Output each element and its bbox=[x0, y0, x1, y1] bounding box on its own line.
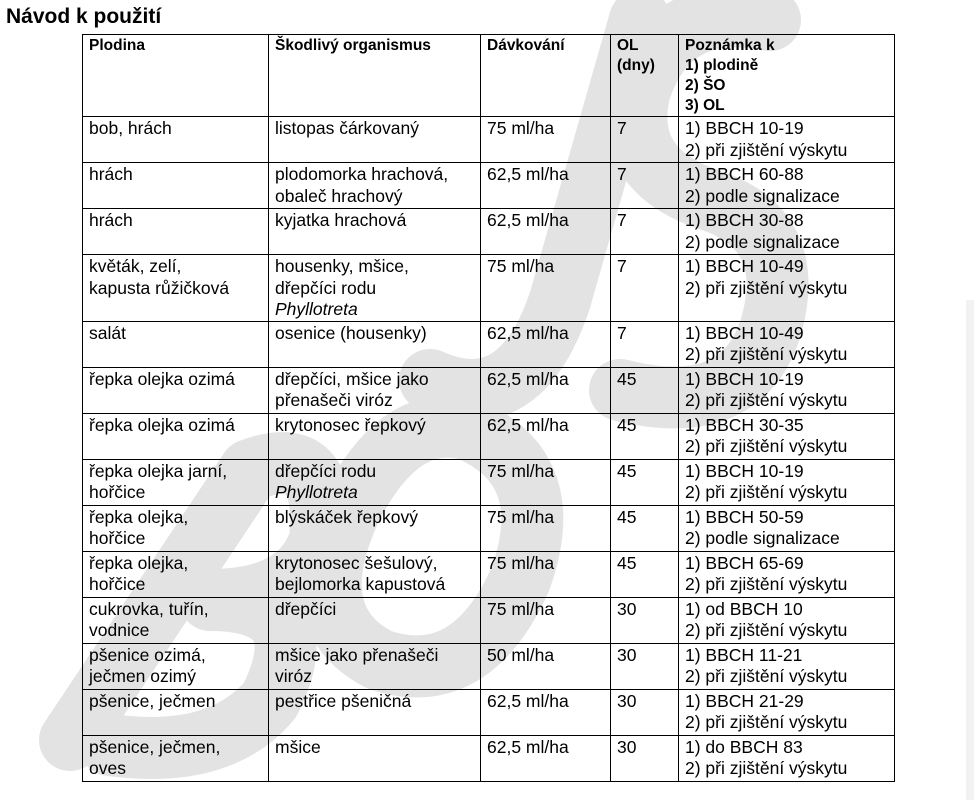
dose-text: 62,5 ml/ha bbox=[487, 164, 569, 184]
dose-text: 75 ml/ha bbox=[487, 256, 555, 276]
cell-crop bbox=[83, 459, 269, 505]
table-row-2 bbox=[83, 163, 895, 209]
cell-note bbox=[679, 505, 895, 551]
cell-crop bbox=[83, 689, 269, 735]
cell-crop bbox=[83, 117, 269, 163]
note-text: 1) BBCH 21-29 2) při zjištění výskytu bbox=[685, 690, 848, 732]
note-text: 1) BBCH 11-21 2) při zjištění výskytu bbox=[685, 644, 848, 686]
cell-pest bbox=[269, 551, 481, 597]
ol-text: 45 bbox=[617, 368, 637, 389]
table-row-5 bbox=[83, 321, 895, 367]
ol-text: 45 bbox=[617, 460, 637, 481]
crop-text: pšenice, ječmen, oves bbox=[89, 736, 221, 778]
cell-note bbox=[679, 413, 895, 459]
cell-dose bbox=[481, 505, 611, 551]
cell-pest bbox=[269, 209, 481, 255]
cell-ol bbox=[611, 367, 679, 413]
cell-pest bbox=[269, 413, 481, 459]
pest-text: dřepčíci, mšice jako přenašeči viróz bbox=[275, 368, 429, 410]
cell-dose bbox=[481, 321, 611, 367]
note-text: 1) BBCH 10-19 2) při zjištění výskytu bbox=[685, 368, 848, 410]
pest-genus-text: Phyllotreta bbox=[275, 482, 358, 502]
cell-dose bbox=[481, 255, 611, 322]
pest-text: kyjatka hrachová bbox=[275, 210, 407, 230]
crop-text: květák, zelí, kapusta růžičková bbox=[89, 256, 230, 298]
cell-note bbox=[679, 321, 895, 367]
note-text: 1) BBCH 50-59 2) podle signalizace bbox=[685, 506, 840, 548]
pest-text: blýskáček řepkový bbox=[275, 506, 418, 527]
cell-note bbox=[679, 597, 895, 643]
cell-pest bbox=[269, 117, 481, 163]
crop-text: řepka olejka ozimá bbox=[89, 368, 235, 389]
table-row-4 bbox=[83, 255, 895, 322]
ol-text: 45 bbox=[617, 506, 637, 527]
header-crop: Plodina bbox=[83, 35, 269, 117]
ol-text: 30 bbox=[617, 598, 637, 619]
cell-ol bbox=[611, 459, 679, 505]
cell-note bbox=[679, 689, 895, 735]
note-text: 1) od BBCH 10 2) při zjištění výskytu bbox=[685, 598, 848, 640]
pest-text: krytonosec řepkový bbox=[275, 414, 426, 435]
cell-dose bbox=[481, 597, 611, 643]
crop-text: pšenice ozimá, ječmen ozimý bbox=[89, 644, 206, 686]
cell-dose bbox=[481, 209, 611, 255]
crop-text: řepka olejka, hořčice bbox=[89, 506, 189, 548]
cell-pest bbox=[269, 255, 481, 322]
cell-pest bbox=[269, 643, 481, 689]
cell-pest bbox=[269, 735, 481, 781]
cell-crop bbox=[83, 321, 269, 367]
ol-text: 30 bbox=[617, 690, 637, 711]
cell-note bbox=[679, 163, 895, 209]
cell-note bbox=[679, 551, 895, 597]
note-text: 1) BBCH 30-88 2) podle signalizace bbox=[685, 210, 840, 252]
dose-text: 75 ml/ha bbox=[487, 506, 555, 527]
cell-crop bbox=[83, 643, 269, 689]
dose-text: 62,5 ml/ha bbox=[487, 736, 569, 757]
table-row-7 bbox=[83, 413, 895, 459]
cell-crop bbox=[83, 255, 269, 322]
dose-text: 62,5 ml/ha bbox=[487, 414, 569, 435]
cell-dose bbox=[481, 735, 611, 781]
header-dose: Dávkování bbox=[481, 35, 611, 117]
table-row-3 bbox=[83, 209, 895, 255]
cell-note bbox=[679, 643, 895, 689]
table-header-row bbox=[83, 35, 895, 117]
note-text: 1) BBCH 30-35 2) při zjištění výskytu bbox=[685, 414, 848, 456]
dose-text: 62,5 ml/ha bbox=[487, 690, 569, 711]
cell-crop bbox=[83, 413, 269, 459]
cell-crop bbox=[83, 735, 269, 781]
ol-text: 7 bbox=[617, 322, 627, 343]
cell-dose bbox=[481, 163, 611, 209]
ol-text: 7 bbox=[617, 256, 627, 276]
page-title: Návod k použití bbox=[6, 5, 162, 28]
header-note: Poznámka k 1) plodině 2) ŠO 3) OL bbox=[679, 35, 895, 117]
dose-text: 62,5 ml/ha bbox=[487, 322, 569, 343]
cell-ol bbox=[611, 551, 679, 597]
pest-text: listopas čárkovaný bbox=[275, 118, 419, 138]
ol-text: 45 bbox=[617, 414, 637, 435]
pest-text: mšice bbox=[275, 736, 321, 757]
cell-ol bbox=[611, 117, 679, 163]
table-row-8 bbox=[83, 459, 895, 505]
pest-text: dřepčíci rodu bbox=[275, 460, 377, 481]
cell-note bbox=[679, 117, 895, 163]
cell-dose bbox=[481, 117, 611, 163]
ol-text: 30 bbox=[617, 644, 637, 665]
cell-crop bbox=[83, 505, 269, 551]
cell-crop bbox=[83, 209, 269, 255]
table-row-6 bbox=[83, 367, 895, 413]
cell-pest bbox=[269, 689, 481, 735]
dose-text: 75 ml/ha bbox=[487, 552, 555, 573]
cell-ol bbox=[611, 597, 679, 643]
table-row-13 bbox=[83, 689, 895, 735]
note-text: 1) BBCH 10-49 2) při zjištění výskytu bbox=[685, 322, 848, 364]
header-pest: Škodlivý organismus bbox=[269, 35, 481, 117]
crop-text: hrách bbox=[89, 210, 133, 230]
note-text: 1) BBCH 10-19 2) při zjištění výskytu bbox=[685, 460, 848, 502]
note-text: 1) BBCH 65-69 2) při zjištění výskytu bbox=[685, 552, 848, 594]
table-row-9 bbox=[83, 505, 895, 551]
cell-crop bbox=[83, 551, 269, 597]
cell-pest bbox=[269, 505, 481, 551]
cell-ol bbox=[611, 689, 679, 735]
dose-text: 62,5 ml/ha bbox=[487, 210, 569, 230]
ol-text: 7 bbox=[617, 164, 627, 184]
cell-crop bbox=[83, 597, 269, 643]
table-body bbox=[83, 117, 895, 782]
cell-note bbox=[679, 255, 895, 322]
table-row-1 bbox=[83, 117, 895, 163]
ol-text: 7 bbox=[617, 210, 627, 230]
cell-note bbox=[679, 367, 895, 413]
cell-ol bbox=[611, 255, 679, 322]
ol-text: 30 bbox=[617, 736, 637, 757]
cell-dose bbox=[481, 551, 611, 597]
dose-text: 75 ml/ha bbox=[487, 460, 555, 481]
note-text: 1) BBCH 60-88 2) podle signalizace bbox=[685, 164, 840, 206]
cell-note bbox=[679, 735, 895, 781]
pest-text: osenice (housenky) bbox=[275, 322, 427, 343]
cell-dose bbox=[481, 689, 611, 735]
crop-text: řepka olejka jarní, hořčice bbox=[89, 460, 228, 502]
usage-table bbox=[82, 34, 895, 782]
pest-text: mšice jako přenašeči viróz bbox=[275, 644, 439, 686]
crop-text: salát bbox=[89, 322, 126, 343]
crop-text: cukrovka, tuřín, vodnice bbox=[89, 598, 209, 640]
pest-text: housenky, mšice, dřepčíci rodu bbox=[275, 256, 409, 298]
crop-text: řepka olejka, hořčice bbox=[89, 552, 189, 594]
cell-dose bbox=[481, 459, 611, 505]
note-text: 1) BBCH 10-19 2) při zjištění výskytu bbox=[685, 118, 848, 160]
cell-crop bbox=[83, 367, 269, 413]
crop-text: hrách bbox=[89, 164, 133, 184]
cell-ol bbox=[611, 505, 679, 551]
crop-text: řepka olejka ozimá bbox=[89, 414, 235, 435]
table-row-10 bbox=[83, 551, 895, 597]
cell-crop bbox=[83, 163, 269, 209]
cell-note bbox=[679, 459, 895, 505]
cell-pest bbox=[269, 321, 481, 367]
cell-ol bbox=[611, 643, 679, 689]
scrollbar-track[interactable] bbox=[966, 300, 974, 800]
cell-ol bbox=[611, 209, 679, 255]
cell-dose bbox=[481, 643, 611, 689]
crop-text: bob, hrách bbox=[89, 118, 172, 138]
pest-text: dřepčíci bbox=[275, 598, 337, 619]
dose-text: 75 ml/ha bbox=[487, 598, 555, 619]
cell-ol bbox=[611, 163, 679, 209]
dose-text: 50 ml/ha bbox=[487, 644, 555, 665]
cell-pest bbox=[269, 163, 481, 209]
cell-dose bbox=[481, 413, 611, 459]
cell-pest bbox=[269, 367, 481, 413]
pest-text: krytonosec šešulový, bejlomorka kapustová bbox=[275, 552, 446, 594]
cell-dose bbox=[481, 367, 611, 413]
cell-note bbox=[679, 209, 895, 255]
cell-ol bbox=[611, 321, 679, 367]
crop-text: pšenice, ječmen bbox=[89, 690, 216, 711]
pest-genus-text: Phyllotreta bbox=[275, 299, 358, 319]
cell-pest bbox=[269, 597, 481, 643]
header-ol: OL (dny) bbox=[611, 35, 679, 117]
table-row-14 bbox=[83, 735, 895, 781]
cell-ol bbox=[611, 413, 679, 459]
table-row-11 bbox=[83, 597, 895, 643]
pest-text: pestřice pšeničná bbox=[275, 690, 412, 711]
table-row-12 bbox=[83, 643, 895, 689]
pest-text: plodomorka hrachová, obaleč hrachový bbox=[275, 164, 449, 206]
dose-text: 62,5 ml/ha bbox=[487, 368, 569, 389]
ol-text: 45 bbox=[617, 552, 637, 573]
note-text: 1) BBCH 10-49 2) při zjištění výskytu bbox=[685, 256, 848, 298]
note-text: 1) do BBCH 83 2) při zjištění výskytu bbox=[685, 736, 848, 778]
dose-text: 75 ml/ha bbox=[487, 118, 555, 138]
cell-ol bbox=[611, 735, 679, 781]
ol-text: 7 bbox=[617, 118, 627, 138]
cell-pest bbox=[269, 459, 481, 505]
